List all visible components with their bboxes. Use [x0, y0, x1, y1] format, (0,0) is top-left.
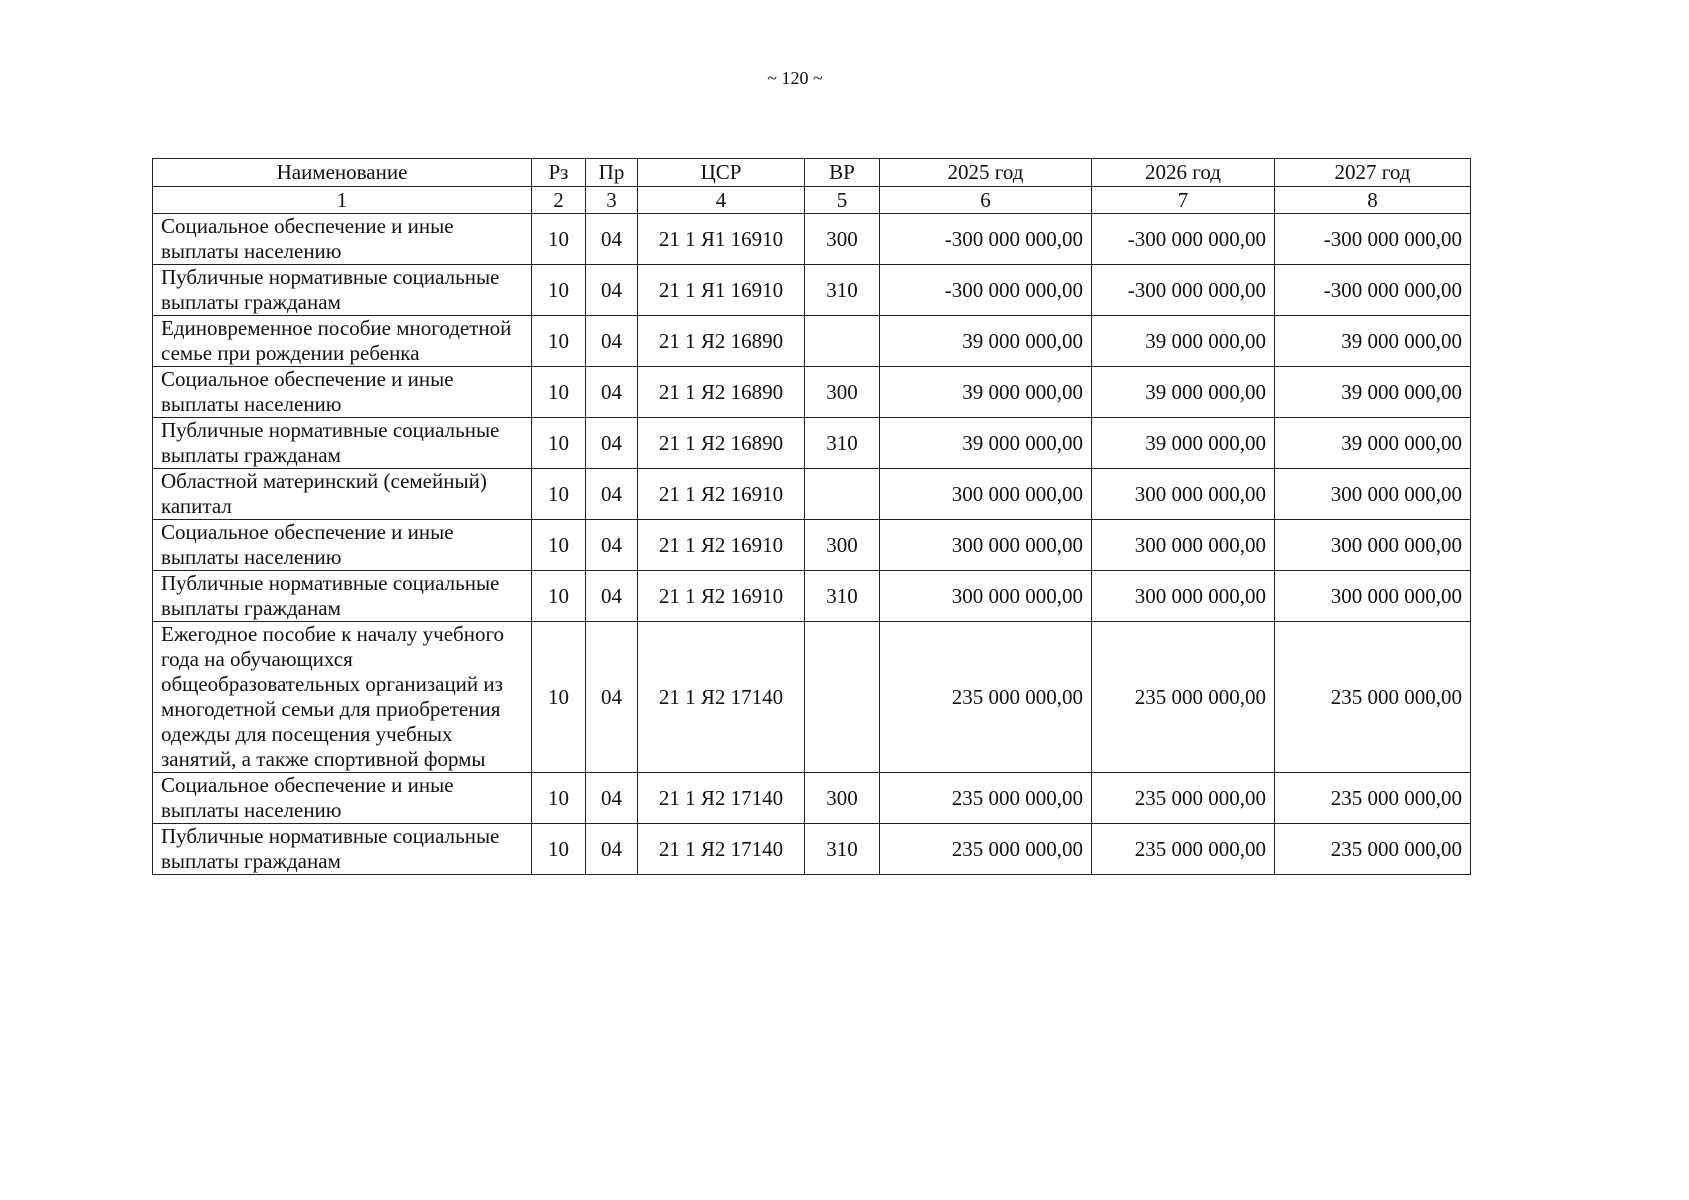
row-amount-2026: 300 000 000,00	[1092, 469, 1275, 520]
row-amount-2026: 39 000 000,00	[1092, 316, 1275, 367]
row-name: Публичные нормативные социальные выплаты гражданам	[153, 824, 532, 875]
column-number-row	[153, 187, 1471, 214]
row-csr: 21 1 Я2 17140	[638, 824, 805, 875]
row-rz: 10	[532, 469, 586, 520]
row-amount-2027: 300 000 000,00	[1275, 520, 1471, 571]
row-name: Социальное обеспечение и иные выплаты населению	[153, 367, 532, 418]
row-amount-2026: 300 000 000,00	[1092, 520, 1275, 571]
row-vr	[805, 622, 880, 773]
column-number: 6	[880, 187, 1092, 214]
row-rz: 10	[532, 773, 586, 824]
table-row	[153, 520, 1471, 571]
header-2027: 2027 год	[1275, 159, 1471, 187]
row-rz: 10	[532, 571, 586, 622]
row-vr: 310	[805, 824, 880, 875]
table-row	[153, 622, 1471, 773]
row-vr: 300	[805, 520, 880, 571]
row-pr: 04	[586, 316, 638, 367]
row-amount-2025: -300 000 000,00	[880, 214, 1092, 265]
column-number: 5	[805, 187, 880, 214]
row-vr	[805, 469, 880, 520]
row-csr: 21 1 Я2 17140	[638, 773, 805, 824]
row-name: Областной материнский (семейный) капитал	[153, 469, 532, 520]
row-amount-2025: -300 000 000,00	[880, 265, 1092, 316]
row-amount-2025: 235 000 000,00	[880, 773, 1092, 824]
row-amount-2026: 39 000 000,00	[1092, 367, 1275, 418]
row-amount-2025: 235 000 000,00	[880, 824, 1092, 875]
table-row	[153, 214, 1471, 265]
row-amount-2026: -300 000 000,00	[1092, 265, 1275, 316]
row-rz: 10	[532, 214, 586, 265]
row-rz: 10	[532, 418, 586, 469]
row-amount-2027: 235 000 000,00	[1275, 622, 1471, 773]
row-amount-2025: 235 000 000,00	[880, 622, 1092, 773]
row-csr: 21 1 Я2 16910	[638, 571, 805, 622]
row-amount-2027: 300 000 000,00	[1275, 469, 1471, 520]
row-vr: 300	[805, 214, 880, 265]
row-amount-2027: 39 000 000,00	[1275, 367, 1471, 418]
header-csr: ЦСР	[638, 159, 805, 187]
row-rz: 10	[532, 622, 586, 773]
row-name: Публичные нормативные социальные выплаты гражданам	[153, 571, 532, 622]
row-pr: 04	[586, 773, 638, 824]
row-csr: 21 1 Я2 16890	[638, 367, 805, 418]
column-number: 1	[153, 187, 532, 214]
row-amount-2026: 235 000 000,00	[1092, 773, 1275, 824]
row-name: Социальное обеспечение и иные выплаты населению	[153, 520, 532, 571]
table-row	[153, 773, 1471, 824]
header-name: Наименование	[153, 159, 532, 187]
row-amount-2027: 235 000 000,00	[1275, 773, 1471, 824]
column-number: 2	[532, 187, 586, 214]
table-row	[153, 469, 1471, 520]
row-rz: 10	[532, 367, 586, 418]
row-csr: 21 1 Я2 16910	[638, 520, 805, 571]
row-rz: 10	[532, 824, 586, 875]
row-name: Социальное обеспечение и иные выплаты населению	[153, 773, 532, 824]
row-pr: 04	[586, 571, 638, 622]
table-header	[153, 159, 1471, 214]
row-csr: 21 1 Я1 16910	[638, 265, 805, 316]
row-amount-2027: -300 000 000,00	[1275, 214, 1471, 265]
table-row	[153, 367, 1471, 418]
header-2026: 2026 год	[1092, 159, 1275, 187]
row-amount-2026: 39 000 000,00	[1092, 418, 1275, 469]
row-amount-2027: 300 000 000,00	[1275, 571, 1471, 622]
row-name: Публичные нормативные социальные выплаты гражданам	[153, 418, 532, 469]
row-csr: 21 1 Я2 16890	[638, 418, 805, 469]
row-csr: 21 1 Я2 16910	[638, 469, 805, 520]
table-row	[153, 265, 1471, 316]
row-name: Социальное обеспечение и иные выплаты населению	[153, 214, 532, 265]
page-number: ~ 120 ~	[767, 68, 823, 88]
row-amount-2027: 39 000 000,00	[1275, 418, 1471, 469]
row-vr: 310	[805, 265, 880, 316]
row-amount-2025: 300 000 000,00	[880, 520, 1092, 571]
row-pr: 04	[586, 469, 638, 520]
row-csr: 21 1 Я1 16910	[638, 214, 805, 265]
row-rz: 10	[532, 316, 586, 367]
row-amount-2025: 39 000 000,00	[880, 367, 1092, 418]
header-rz: Рз	[532, 159, 586, 187]
header-row	[153, 159, 1471, 187]
row-pr: 04	[586, 418, 638, 469]
row-rz: 10	[532, 265, 586, 316]
row-amount-2025: 39 000 000,00	[880, 418, 1092, 469]
column-number: 7	[1092, 187, 1275, 214]
row-amount-2026: 300 000 000,00	[1092, 571, 1275, 622]
row-name: Единовременное пособие многодетной семье при рождении ребенка	[153, 316, 532, 367]
row-amount-2025: 300 000 000,00	[880, 571, 1092, 622]
row-amount-2026: 235 000 000,00	[1092, 622, 1275, 773]
row-amount-2026: 235 000 000,00	[1092, 824, 1275, 875]
table-body	[153, 214, 1471, 875]
row-pr: 04	[586, 824, 638, 875]
row-amount-2025: 39 000 000,00	[880, 316, 1092, 367]
row-pr: 04	[586, 265, 638, 316]
row-pr: 04	[586, 214, 638, 265]
column-number: 3	[586, 187, 638, 214]
row-amount-2027: 39 000 000,00	[1275, 316, 1471, 367]
header-pr: Пр	[586, 159, 638, 187]
table-row	[153, 316, 1471, 367]
row-name: Публичные нормативные социальные выплаты гражданам	[153, 265, 532, 316]
table-row	[153, 418, 1471, 469]
row-vr: 300	[805, 367, 880, 418]
budget-table	[152, 158, 1471, 875]
row-amount-2027: 235 000 000,00	[1275, 824, 1471, 875]
row-name: Ежегодное пособие к началу учебного года на обучающихся общеобразовательных организаций из многодетной семьи для приобретения одежды для посещения учебных занятий, а также спортивной формы	[153, 622, 532, 773]
column-number: 8	[1275, 187, 1471, 214]
row-vr: 300	[805, 773, 880, 824]
row-pr: 04	[586, 520, 638, 571]
table-row	[153, 824, 1471, 875]
header-2025: 2025 год	[880, 159, 1092, 187]
row-pr: 04	[586, 622, 638, 773]
row-amount-2027: -300 000 000,00	[1275, 265, 1471, 316]
row-amount-2026: -300 000 000,00	[1092, 214, 1275, 265]
row-amount-2025: 300 000 000,00	[880, 469, 1092, 520]
row-pr: 04	[586, 367, 638, 418]
header-vr: ВР	[805, 159, 880, 187]
row-vr	[805, 316, 880, 367]
row-csr: 21 1 Я2 16890	[638, 316, 805, 367]
row-csr: 21 1 Я2 17140	[638, 622, 805, 773]
column-number: 4	[638, 187, 805, 214]
table-row	[153, 571, 1471, 622]
row-vr: 310	[805, 571, 880, 622]
row-rz: 10	[532, 520, 586, 571]
row-vr: 310	[805, 418, 880, 469]
